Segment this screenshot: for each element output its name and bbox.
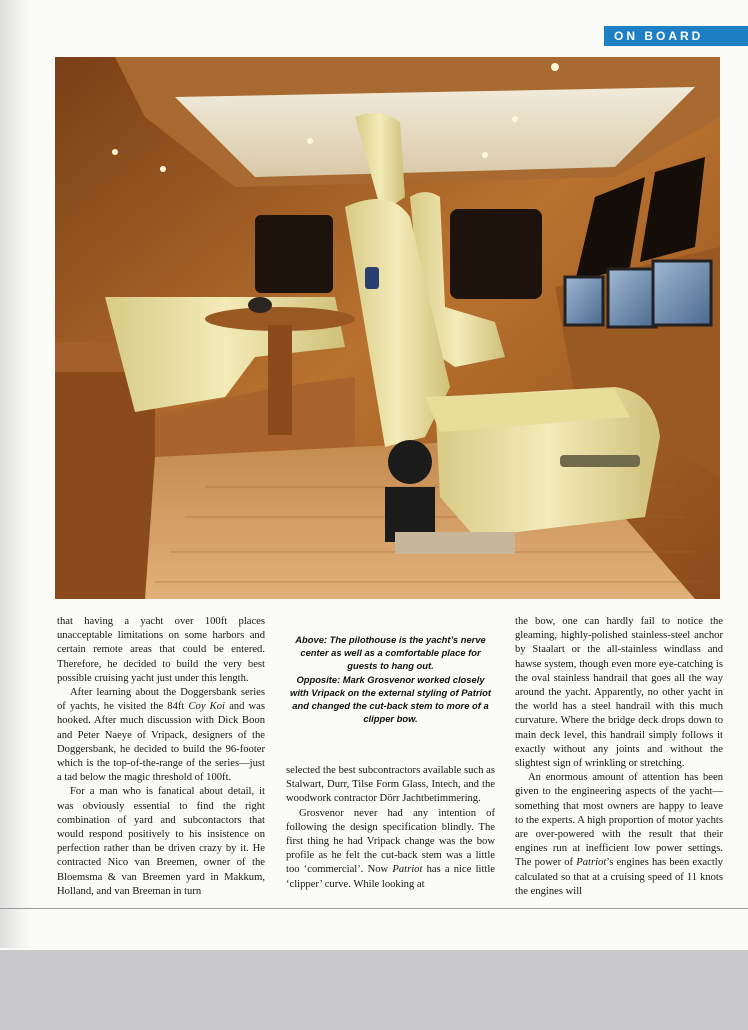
column2-p2-text-b: has a nice little ‘clipper’ curve. While looking at	[286, 864, 495, 890]
column1-paragraph-3: For a man who is fanatical about detail, it was obviously essential to find the right combination of yard and subcontactors that would respond positively to his insistence on perfection rather than be driven crazy by it. He contracted Nico van Breemen, owner of the Bloemsma & van Breemen yard in Makkum, Holland, and van Breeman in turn	[57, 786, 265, 897]
page-binding-shadow	[0, 0, 34, 948]
column2-paragraph-2	[286, 807, 495, 892]
column3-p2-text-b: ’s engines has been exactly calculated so that at a cruising speed of 11 knots the engines will	[515, 857, 724, 897]
article-column-3	[515, 615, 723, 899]
caption-above: Above: The pilothouse is the yacht’s nerve center as well as a comfortable place for guests to hang out.	[295, 634, 486, 672]
column1-paragraph-2	[57, 686, 265, 785]
scanner-background	[0, 950, 748, 1030]
column2-paragraph-1: selected the best subcontractors available such as Stalwart, Durr, Tilse Form Glass, Intech, and the woodwork contractor Dörr Jachtbetimmering.	[286, 765, 495, 805]
section-tag: ON BOARD	[604, 26, 748, 46]
column3-paragraph-1: the bow, one can hardly fail to notice the gleaming, highly-polished stainless-steel anchor by Staalart or the all-stainless windlass and hawse system, though even more eye-catching is the oval stainless handrail that goes all the way around the yacht. Apparently, no other yacht in the world has a steel handrail with this much curvature. Where the bridge deck drops down to main deck level, this handrail simply follows it exactly without any joints and without the slightest sign of wrinkling or stretching.	[515, 616, 723, 770]
column2-p2-text-a: Grosvenor never had any intention of following the design specification blindly. The first thing he had Vripack change was the bow profile as he felt the cut-back stem was a little too ‘commercial’. Now	[286, 807, 495, 876]
column1-paragraph-1: that having a yacht over 100ft places unacceptable limitations on some harbors and certain remote areas that could be entered. Therefore, he decided to build the very best possible cruising yacht just under this length.	[57, 616, 265, 684]
photo-illustration	[55, 57, 720, 599]
yacht-name-patriot: Patriot	[392, 864, 423, 876]
column1-p2-text-a: After learning about the Doggersbank series of yachts, he visited the 84ft	[57, 687, 265, 713]
yacht-pilothouse-photo	[55, 57, 720, 599]
page-bottom-rule	[0, 908, 748, 909]
column1-p2-text-b: and was hooked. After much discussion with Dick Boon and Peter Naeye of Vripack, designers of the Doggersbank, he decided to build the 96-footer which is the top-of-the-range of the series—just a tad below the magic threshold of 100ft.	[57, 701, 265, 784]
yacht-name-coy-koi: Coy Koi	[188, 701, 225, 713]
column3-paragraph-2	[515, 771, 723, 899]
photo-caption	[286, 633, 495, 725]
caption-opposite: Opposite: Mark Grosvenor worked closely with Vripack on the external styling of Patriot and changed the cut-back stem to more of a clipper bow.	[290, 673, 491, 725]
article-column-1	[57, 615, 265, 899]
article-column-2	[286, 764, 495, 892]
yacht-name-patriot: Patriot	[576, 857, 607, 869]
column3-p2-text-a: An enormous amount of attention has been given to the engineering aspects of the yacht—something that most owners are happy to leave to the experts. A high proportion of motor yachts are over-powered with the result that their engines run at inefficient low power settings. The power of	[515, 772, 723, 869]
